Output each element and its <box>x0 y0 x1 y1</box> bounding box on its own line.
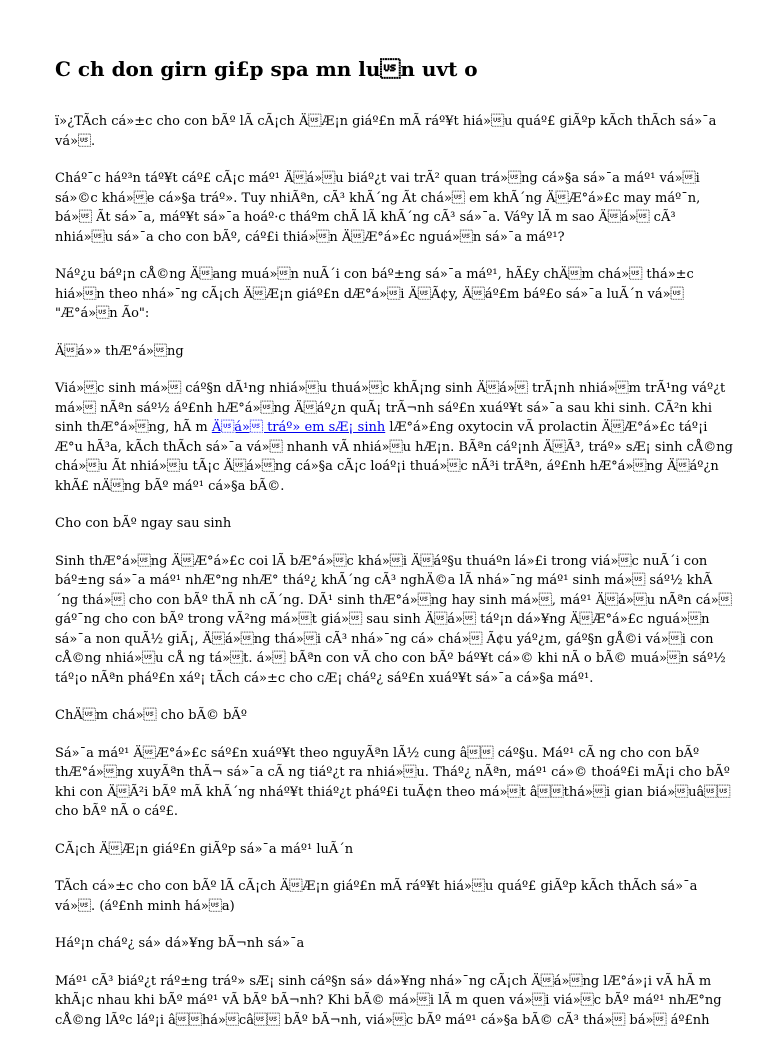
newborn-link[interactable]: Ä á» tráº» em sÆ¡ sinh <box>211 420 386 435</box>
section-heading-frequent-feeding: ChÄ m chá» cho bÃ© bÃº <box>55 708 247 723</box>
paragraph-limit-bottle: Máº¹ cÃ³ biáº¿t ráº±ng tráº» sÆ¡ sinh cáº§n sá» dá»¥ng nhá»¯ng cÃ¡ch Ä á» ng lÆ°á»¡i vÃ hÃ m khÃ¡c nhau khi bÃº máº¹ vÃ bÃº bÃ¬nh? Khi bÃ© má» i lÃ m quen vá» i viá» c bÃº máº¹ nhÆ°ng cÅ©ng lÃºc láº¡i â há» câ bÃº bÃ¬nh, viá» c bÃº máº¹ cá»§a bÃ© cÃ³ thá» bá» áº£nh <box>55 973 722 1028</box>
image-caption-title: CÃ¡ch Ä Æ¡n giáº£n giÃºp sá»¯a máº¹ luÃ´n <box>55 841 354 857</box>
image-caption: TÃch cá»±c cho con bÃº lÃ cÃ¡ch Ä Æ¡n giáº£n mÃ ráº¥t hiá» u quáº£ giÃºp kÃch thÃch sá»¯a vá» . (áº£nh minh há» a) <box>55 879 698 914</box>
paragraph-natural-birth-text-before: Viá» c sinh má» cáº§n dÃ¹ng nhiá» u thuá» c khÃ¡ng sinh Ä á» trÃ¡nh nhiá» m trÃ¹ng váº¿t má» nÃªn sáº½ áº£nh hÆ°á» ng Ä áº¿n quÃ¡ trÃ¬nh sáº£n xuáº¥t sá»¯a sau khi sinh. CÃ²n khi sinh thÆ°á» ng, hÃ m <box>55 381 726 435</box>
paragraph-supply-demand: Sá»¯a máº¹ Ä Æ°á»£c sáº£n xuáº¥t theo nguyÃªn lÃ½ cung â cáº§u. Máº¹ cÃ ng cho con bÃº thÆ°á» ng xuyÃªn thÃ¬ sá»¯a cÃ ng tiáº¿t ra nhiá» u. Tháº¿ nÃªn, máº¹ cá»© thoáº£i mÃ¡i cho bÃº khi con Ä Ã²i bÃº mÃ khÃ´ng nháº¥t thiáº¿t pháº£i tuÃ¢n theo má» t â thá» i gian biá» uâ cho bÃº nÃ o cáº£. <box>55 745 731 819</box>
section-heading-limit-bottle: Háº¡n cháº¿ sá» dá»¥ng bÃ¬nh sá»¯a <box>55 936 305 951</box>
page-title: C ch don girn gi£p spa mn lu n uvt o <box>55 57 478 81</box>
document-body <box>55 112 735 1048</box>
section-heading-feed-after-birth: Cho con bÃº ngay sau sinh <box>55 516 232 531</box>
paragraph-natural-birth-text-after: lÆ°á»£ng oxytocin vÃ prolactin Ä Æ°á»£c táº¡i Æ°u hÃ³a, kÃch thÃch sá»¯a vá» nhanh vÃ nhiá» u hÆ¡n. BÃªn cáº¡nh Ä Ã³, tráº» sÆ¡ sinh cÅ©ng chá» u Ãt nhiá» u tÃ¡c Ä á» ng cá»§a cÃ¡c loáº¡i thuá» c nÃ³i trÃªn, áº£nh hÆ°á» ng Ä áº¿n khÃ£ nÄ ng bÃº máº¹ cá»§a bÃ©. <box>55 420 733 494</box>
paragraph-role-of-milk: Cháº¯c háº³n táº¥t cáº£ cÃ¡c máº¹ Ä á» u biáº¿t vai trÃ² quan trá» ng cá»§a sá»¯a máº¹ vá» i sá»©c khá» e cá»§a tráº». Tuy nhiÃªn, cÃ³ khÃ´ng Ãt chá» em khÃ´ng Ä Æ°á»£c may máº¯n, bá» Ãt sá»¯a, máº¥t sá»¯a hoáº·c tháºm chÃ lÃ khÃ´ng cÃ³ sá»¯a. Váºy lÃ m sao Ä á» cÃ³ nhiá» u sá»¯a cho con bÃº, cáº£i thiá» n Ä Æ°á»£c nguá» n sá»¯a máº¹? <box>55 171 701 245</box>
paragraph-intro: ï»¿TÃch cá»±c cho con bÃº lÃ cÃ¡ch Ä Æ¡n giáº£n mÃ ráº¥t hiá» u quáº£ giÃºp kÃch thÃch sá»¯a vá» . <box>55 114 717 149</box>
paragraph-feed-after-birth: Sinh thÆ°á» ng Ä Æ°á»£c coi lÃ bÆ°á» c khá» i Ä áº§u thuáºn lá»£i trong viá» c nuÃ´i con báº±ng sá»¯a máº¹ nhÆ°ng nhÆ° tháº¿ khÃ´ng cÃ³ nghÄ©a lÃ nhá»¯ng máº¹ sinh má» sáº½ khÃ´ng thá» cho con bÃº thÃ nh cÃ´ng. DÃ¹ sinh thÆ°á» ng hay sinh má» , máº¹ Ä á» u nÃªn cá» gáº¯ng cho con bÃº trong vÃ²ng má» t giá» sau sinh Ä á» táº¡n dá»¥ng Ä Æ°á»£c nguá» n sá»¯a non quÃ½ giÃ¡, Ä á» ng thá» i cÃ³ nhá»¯ng cá» chá» Ã¢u yáº¿m, gáº§n gÅ©i vá» i con cÅ©ng nhiá» u cÅ ng tá» t. á» bÃªn con vÃ cho con bÃº báº¥t cá»© khi nÃ o bÃ© muá» n sáº½ táº¡o nÃªn pháº£n xáº¡ tÃch cá»±c cho cÆ¡ cháº¿ sáº£n xuáº¥t sá»¯a cá»§a máº¹. <box>55 553 732 686</box>
section-heading-natural-birth: Ä á»» thÆ°á» ng <box>55 343 184 359</box>
paragraph-tips-lead: Náº¿u báº¡n cÅ©ng Ä ang muá» n nuÃ´i con báº±ng sá»¯a máº¹, hÃ£y chÄ m chá» thá»±c hiá» n theo nhá»¯ng cÃ¡ch Ä Æ¡n giáº£n dÆ°á» i Ä Ã¢y, Ä áº£m báº£o sá»¯a luÃ´n vá» "Æ°á» n Ão": <box>55 267 694 321</box>
paragraph-natural-birth <box>55 379 735 496</box>
